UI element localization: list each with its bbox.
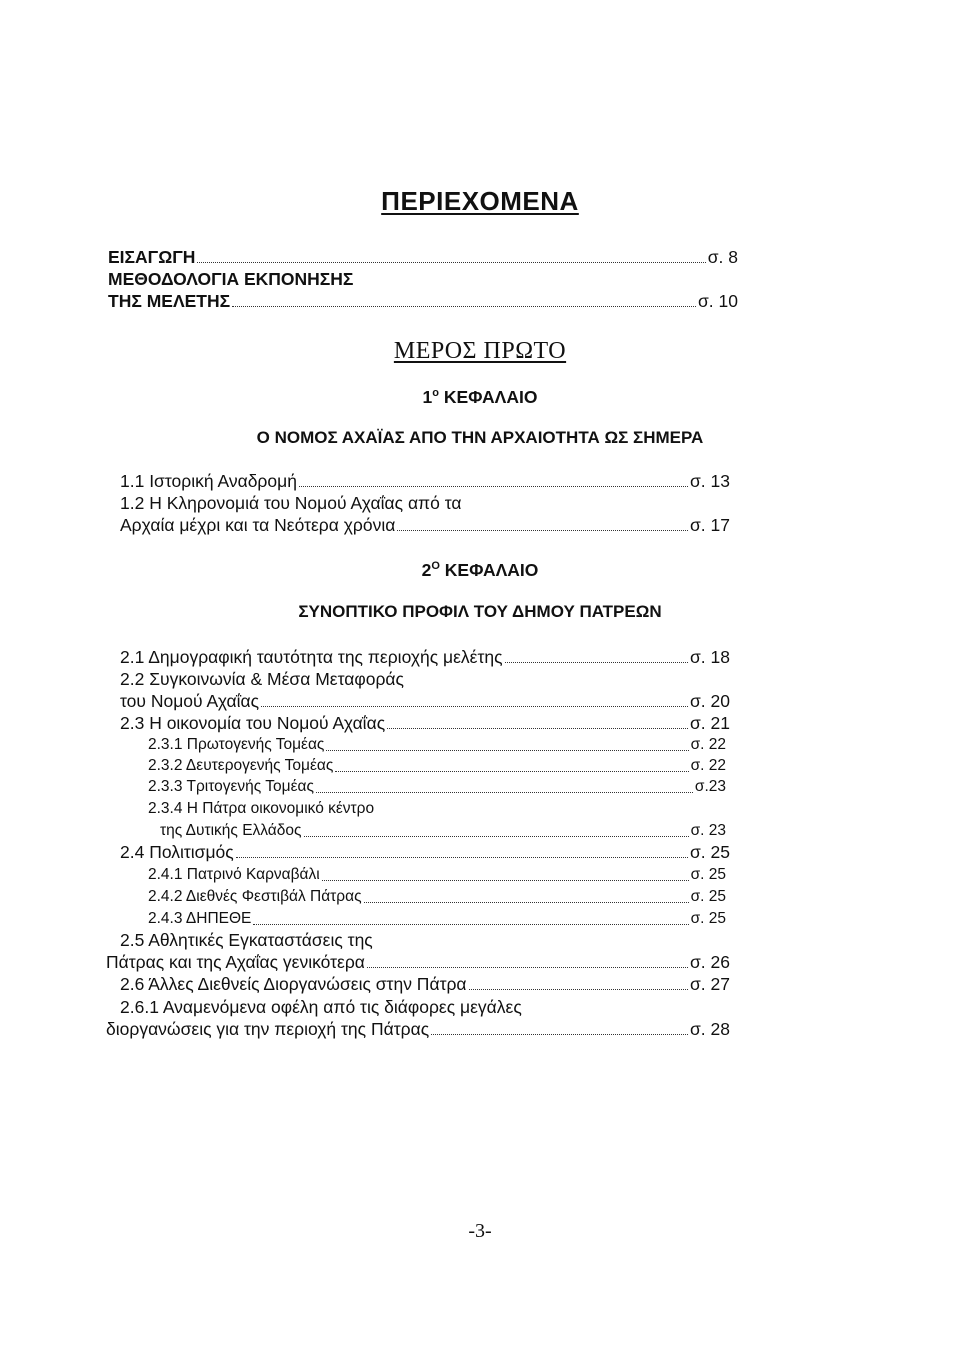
dot-leader bbox=[397, 529, 688, 531]
toc-entry-text: 2.4 Πολιτισμός bbox=[120, 842, 234, 862]
dot-leader bbox=[232, 305, 696, 307]
toc-entry-2-1 bbox=[120, 646, 730, 668]
toc-entry-text: 2.3.1 Πρωτογενής Τομέας bbox=[148, 736, 325, 753]
dot-leader bbox=[316, 791, 693, 793]
dot-leader bbox=[236, 856, 688, 858]
toc-entry-text-line1: 1.2 Η Κληρονομιά του Νομού Αχαΐας από τα bbox=[120, 493, 462, 513]
toc-entry-page: σ. 26 bbox=[690, 952, 730, 972]
toc-entry-page: σ.23 bbox=[694, 778, 726, 795]
toc-entry-page: σ. 22 bbox=[690, 736, 726, 753]
chapter-2-heading: ΣΥΝΟΠΤΙΚΟ ΠΡΟΦΙΛ ΤΟΥ ΔΗΜΟΥ ΠΑΤΡΕΩΝ bbox=[298, 602, 662, 621]
page-title: ΠΕΡΙΕΧΟΜΕΝΑ bbox=[381, 186, 579, 216]
toc-entry-text: 2.4.3 ΔΗΠΕΘΕ bbox=[148, 910, 252, 927]
toc-entry-1-1 bbox=[120, 470, 730, 492]
toc-entry-2-3-1 bbox=[148, 734, 726, 756]
toc-entry-text: 1.1 Ιστορική Αναδρομή bbox=[120, 471, 297, 491]
toc-entry-2-6-1 bbox=[106, 1018, 730, 1040]
toc-entry-page: σ. 25 bbox=[690, 888, 726, 905]
toc-entry-text: 2.3.3 Τριτογενής Τομέας bbox=[148, 778, 314, 795]
dot-leader bbox=[505, 661, 688, 663]
dot-leader bbox=[431, 1033, 688, 1035]
dot-leader bbox=[326, 749, 688, 751]
dot-leader bbox=[364, 901, 689, 903]
dot-leader bbox=[322, 879, 689, 881]
chapter-1-label: $1^o$ ΚΕΦΑΛΑΙΟ bbox=[422, 387, 538, 407]
toc-entry-2-3-2 bbox=[148, 755, 726, 777]
toc-entry-text: Πάτρας και της Αχαΐας γενικότερα bbox=[106, 952, 365, 972]
toc-entry-intro bbox=[108, 246, 738, 268]
chapter-2-label: $2^O$ ΚΕΦΑΛΑΙΟ bbox=[421, 560, 539, 580]
toc-entry-text-line1: 2.3.4 Η Πάτρα οικονομικό κέντρο bbox=[148, 800, 375, 817]
toc-entry-2-4-3 bbox=[148, 908, 726, 930]
toc-entry-methodology bbox=[108, 290, 738, 312]
toc-entry-2-4-1 bbox=[148, 864, 726, 886]
dot-leader bbox=[253, 923, 688, 925]
toc-entry-text: της Δυτικής Ελλάδος bbox=[160, 822, 302, 839]
toc-entry-text: 2.4.1 Πατρινό Καρναβάλι bbox=[148, 866, 320, 883]
dot-leader bbox=[367, 966, 688, 968]
dot-leader bbox=[197, 261, 705, 263]
toc-entry-text-line1: 2.6.1 Αναμενόμενα οφέλη από τις διάφορες μεγάλες bbox=[120, 997, 522, 1017]
toc-entry-text: ΕΙΣΑΓΩΓΗ bbox=[108, 247, 196, 267]
toc-entry-text: Αρχαία μέχρι και τα Νεότερα χρόνια bbox=[120, 515, 396, 535]
toc-entry-text: 2.3 Η οικονομία του Νομού Αχαΐας bbox=[120, 713, 386, 733]
toc-entry-page: σ. 18 bbox=[690, 647, 730, 667]
toc-entry-text-line1: 2.2 Συγκοινωνία & Μέσα Μεταφοράς bbox=[120, 669, 404, 689]
toc-entry-page: σ. 13 bbox=[690, 471, 730, 491]
toc-entry-text: ΤΗΣ ΜΕΛΕΤΗΣ bbox=[108, 291, 231, 311]
toc-entry-text: 2.1 Δημογραφική ταυτότητα της περιοχής μελέτης bbox=[120, 647, 503, 667]
toc-entry-2-4-2 bbox=[148, 886, 726, 908]
toc-entry-page: σ. 28 bbox=[690, 1019, 730, 1039]
toc-entry-text: 2.4.2 Διεθνές Φεστιβάλ Πάτρας bbox=[148, 888, 362, 905]
dot-leader bbox=[304, 835, 689, 837]
toc-entry-page: σ. 17 bbox=[690, 515, 730, 535]
toc-entry-2-3 bbox=[120, 712, 730, 734]
dot-leader bbox=[387, 727, 688, 729]
toc-entry-page: σ. 8 bbox=[707, 247, 738, 267]
dot-leader bbox=[261, 705, 688, 707]
toc-entry-text-line1: ΜΕΘΟΔΟΛΟΓΙΑ ΕΚΠΟΝΗΣΗΣ bbox=[108, 269, 354, 289]
toc-entry-page: σ. 27 bbox=[690, 974, 730, 994]
toc-entry-2-4 bbox=[120, 841, 730, 863]
toc-entry-2-2 bbox=[120, 690, 730, 712]
toc-entry-page: σ. 21 bbox=[690, 713, 730, 733]
chapter-1-heading: Ο ΝΟΜΟΣ ΑΧΑΪΑΣ ΑΠΟ ΤΗΝ ΑΡΧΑΙΟΤΗΤΑ ΩΣ ΣΗΜΕΡΑ bbox=[256, 428, 704, 447]
toc-entry-text: 2.3.2 Δευτερογενής Τομέας bbox=[148, 757, 334, 774]
toc-entry-page: σ. 22 bbox=[690, 757, 726, 774]
page-number: -3- bbox=[468, 1220, 492, 1242]
toc-entry-2-5 bbox=[106, 951, 730, 973]
toc-entry-text: διοργανώσεις για την περιοχή της Πάτρας bbox=[106, 1019, 430, 1039]
part-heading: ΜΕΡΟΣ ΠΡΩΤΟ bbox=[393, 338, 567, 364]
toc-entry-2-3-3 bbox=[148, 776, 726, 798]
dot-leader bbox=[335, 770, 688, 772]
dot-leader bbox=[469, 988, 688, 990]
toc-entry-text: του Νομού Αχαΐας bbox=[120, 691, 260, 711]
toc-entry-text: 2.6 Άλλες Διεθνείς Διοργανώσεις στην Πάτρα bbox=[120, 974, 467, 994]
toc-entry-2-3-4 bbox=[160, 820, 726, 842]
toc-entry-page: σ. 25 bbox=[690, 910, 726, 927]
toc-entry-page: σ. 25 bbox=[690, 842, 730, 862]
dot-leader bbox=[299, 485, 688, 487]
toc-entry-page: σ. 25 bbox=[690, 866, 726, 883]
toc-entry-2-6 bbox=[120, 973, 730, 995]
toc-entry-page: σ. 23 bbox=[690, 822, 726, 839]
toc-entry-page: σ. 20 bbox=[690, 691, 730, 711]
toc-entry-1-2 bbox=[120, 514, 730, 536]
toc-entry-page: σ. 10 bbox=[698, 291, 738, 311]
toc-entry-text-line1: 2.5 Αθλητικές Εγκαταστάσεις της bbox=[120, 930, 373, 950]
